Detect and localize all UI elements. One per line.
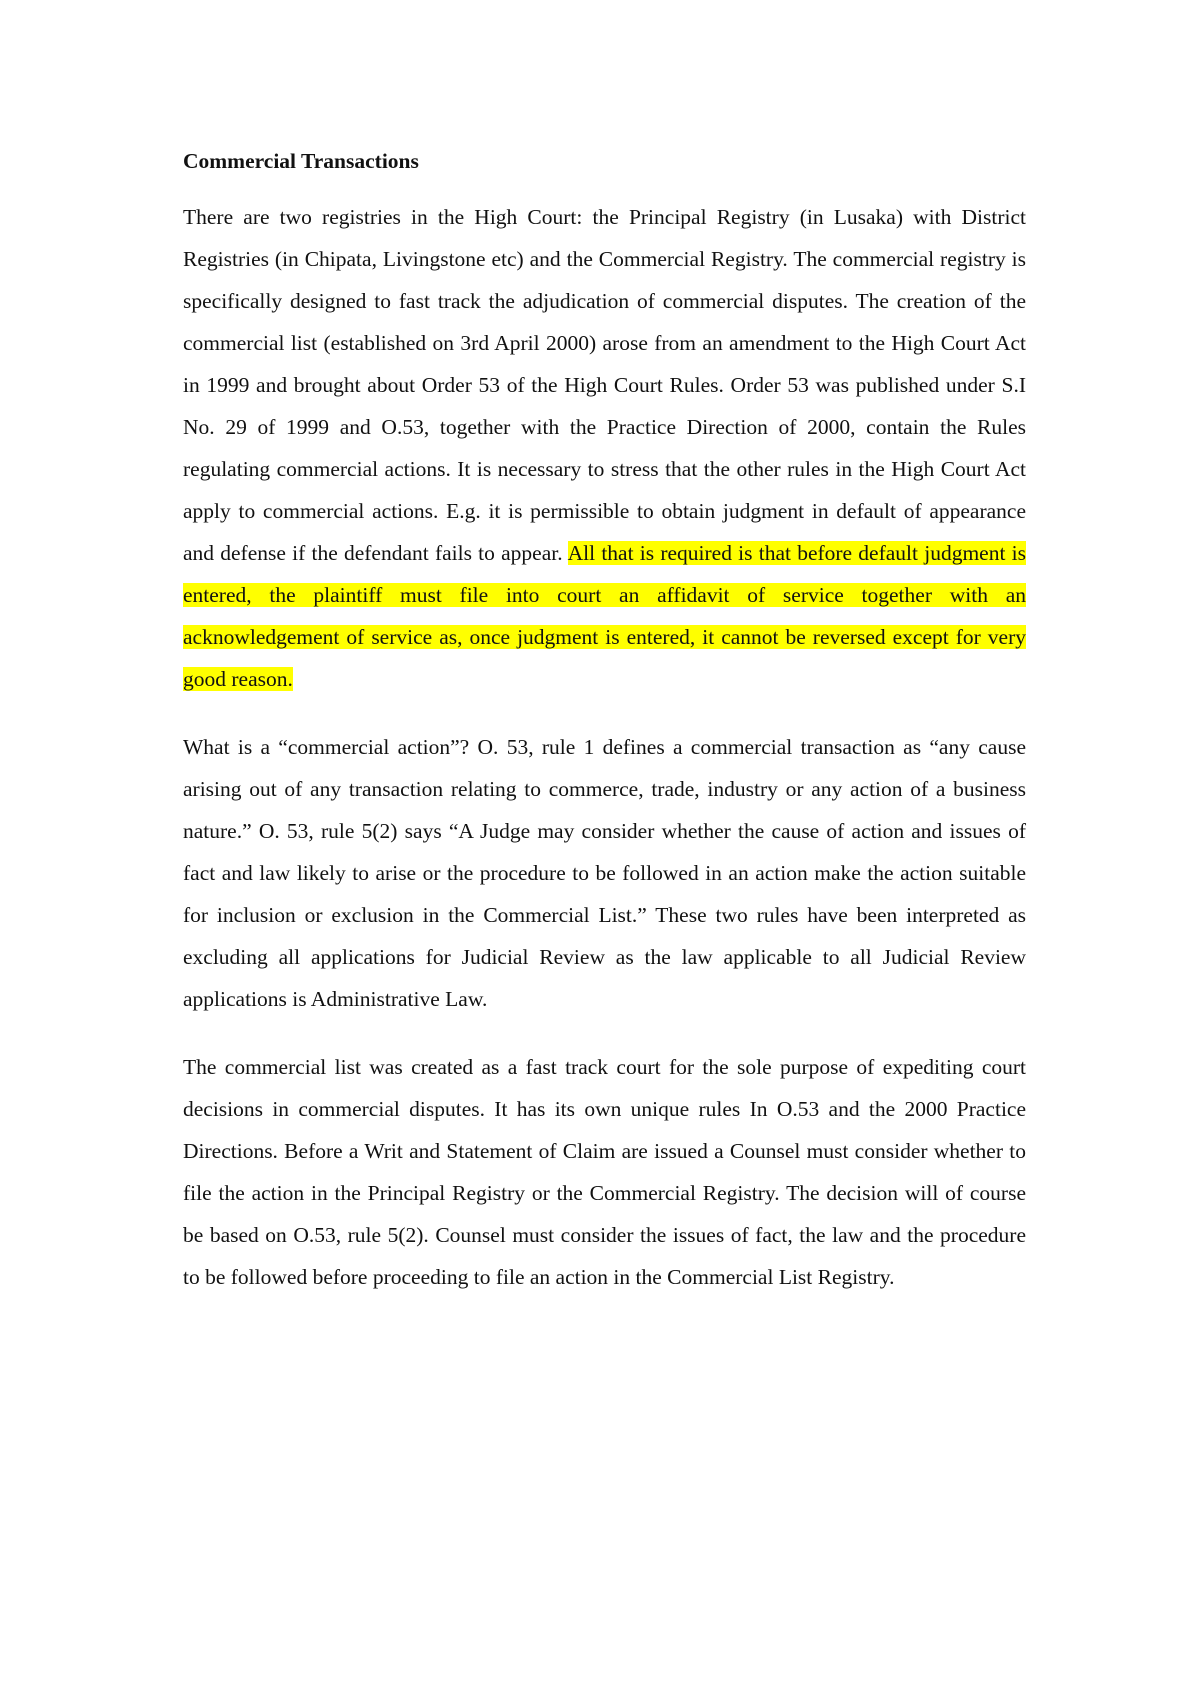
paragraph-commercial-action: What is a “commercial action”? O. 53, rule 1 defines a commercial transaction as “any cause arising out of any transaction relating to commerce, trade, industry or any action of a business nature.” O. 53, rule 5(2) says “A Judge may consider whether the cause of action and issues of fact and law likely to arise or the procedure to be followed in an action make the action suitable for inclusion or exclusion in the Commercial List.” These two rules have been interpreted as excluding all applications for Judicial Review as the law applicable to all Judicial Review applications is Administrative Law. — [183, 735, 1026, 1011]
highlighted-text: All that is required is that before default judgment is entered, the plaintiff must file into court an affidavit of service together with an acknowledgement of service as, once judgment is entered, it cannot be reversed except for very good reason. — [183, 541, 1026, 691]
paragraph-registries — [183, 196, 1026, 700]
paragraph-registries-text: There are two registries in the High Court: the Principal Registry (in Lusaka) with District Registries (in Chipata, Livingstone etc) and the Commercial Registry. The commercial registry is specifically designed to fast track the adjudication of commercial disputes. The creation of the commercial list (established on 3rd April 2000) arose from an amendment to the High Court Act in 1999 and brought about Order 53 of the High Court Rules. Order 53 was published under S.I No. 29 of 1999 and O.53, together with the Practice Direction of 2000, contain the Rules regulating commercial actions. It is necessary to stress that the other rules in the High Court Act apply to commercial actions. E.g. it is permissible to obtain judgment in default of appearance and defense if the defendant fails to appear. — [183, 205, 1026, 565]
paragraph-commercial-list: The commercial list was created as a fast track court for the sole purpose of expediting court decisions in commercial disputes. It has its own unique rules In O.53 and the 2000 Practice Directions. Before a Writ and Statement of Claim are issued a Counsel must consider whether to file the action in the Principal Registry or the Commercial Registry. The decision will of course be based on O.53, rule 5(2). Counsel must consider the issues of fact, the law and the procedure to be followed before proceeding to file an action in the Commercial List Registry. — [183, 1055, 1026, 1289]
document-title: Commercial Transactions — [183, 149, 419, 173]
document-body — [183, 140, 1026, 1324]
